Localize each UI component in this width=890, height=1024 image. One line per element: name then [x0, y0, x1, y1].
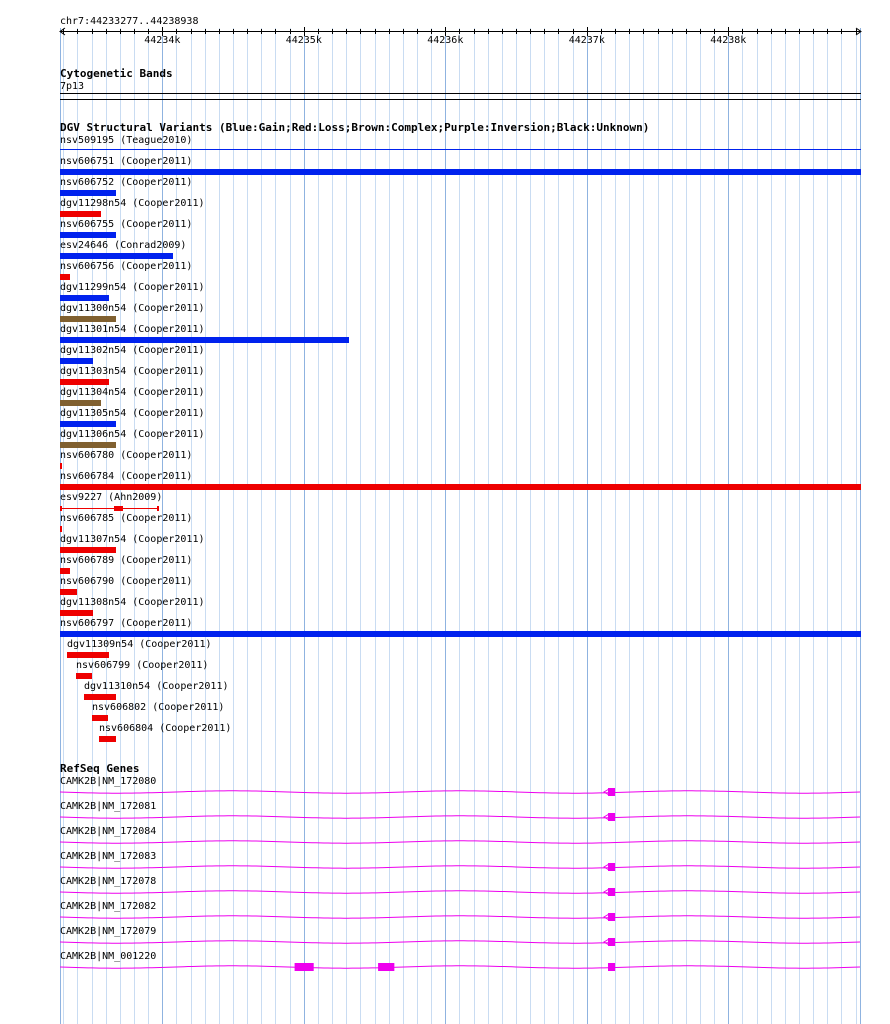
dgv-variant-label: dgv11303n54 (Cooper2011) [60, 366, 205, 377]
cytoband-label: 7p13 [60, 81, 85, 92]
gene-exon [608, 888, 615, 896]
dgv-variant-label: nsv606799 (Cooper2011) [76, 660, 209, 671]
gene-exon [608, 963, 615, 971]
cytoband-track-title: Cytogenetic Bands [60, 67, 173, 80]
region-label: chr7:44233277..44238938 [60, 16, 199, 27]
refseq-gene-label: CAMK2B|NM_172080 [60, 776, 157, 787]
dgv-variant-label: nsv606804 (Cooper2011) [99, 723, 232, 734]
gene-intron-line [60, 791, 860, 793]
refseq-gene-label: CAMK2B|NM_001220 [60, 951, 157, 962]
gene-exon [608, 788, 615, 796]
ruler-tick-label: 44235k [285, 35, 322, 46]
refseq-gene-label: CAMK2B|NM_172084 [60, 826, 157, 837]
gene-exon [608, 938, 615, 946]
gene-intron-line [60, 816, 860, 818]
dgv-variant-label: dgv11299n54 (Cooper2011) [60, 282, 205, 293]
dgv-variant-label: nsv606755 (Cooper2011) [60, 219, 193, 230]
dgv-variant-label: nsv606752 (Cooper2011) [60, 177, 193, 188]
dgv-variant-label: nsv606797 (Cooper2011) [60, 618, 193, 629]
gene-exon [608, 813, 615, 821]
gene-exon [295, 963, 314, 971]
dgv-variant-label: nsv606780 (Cooper2011) [60, 450, 193, 461]
dgv-variant-label: nsv606751 (Cooper2011) [60, 156, 193, 167]
dgv-variant-label: nsv606790 (Cooper2011) [60, 576, 193, 587]
ruler-tick-label: 44238k [710, 35, 747, 46]
ruler-tick-label: 44236k [427, 35, 464, 46]
ruler-tick-label: 44234k [144, 35, 181, 46]
gene-exon [608, 913, 615, 921]
dgv-variant-label: nsv606802 (Cooper2011) [92, 702, 225, 713]
refseq-gene-label: CAMK2B|NM_172081 [60, 801, 157, 812]
dgv-variant-label: dgv11302n54 (Cooper2011) [60, 345, 205, 356]
dgv-variant-label: dgv11309n54 (Cooper2011) [67, 639, 212, 650]
refseq-gene-label: CAMK2B|NM_172079 [60, 926, 157, 937]
gene-intron-line [60, 866, 860, 868]
ruler-tick-label: 44237k [568, 35, 605, 46]
dgv-variant-label: dgv11307n54 (Cooper2011) [60, 534, 205, 545]
gene-intron-line [60, 891, 860, 893]
gene-intron-line [60, 941, 860, 943]
refseq-gene-label: CAMK2B|NM_172083 [60, 851, 157, 862]
dgv-variant-label: nsv509195 (Teague2010) [60, 135, 193, 146]
dgv-variant-label: nsv606756 (Cooper2011) [60, 261, 193, 272]
refseq-gene-label: CAMK2B|NM_172078 [60, 876, 157, 887]
dgv-variant-label: dgv11310n54 (Cooper2011) [84, 681, 229, 692]
gene-exon [608, 863, 615, 871]
gene-intron-line [60, 916, 860, 918]
dgv-track-title: DGV Structural Variants (Blue:Gain;Red:Loss;Brown:Complex;Purple:Inversion;Black:Unknown) [60, 121, 650, 134]
dgv-variant-label: dgv11301n54 (Cooper2011) [60, 324, 205, 335]
gene-exon [378, 963, 394, 971]
dgv-variant-label: dgv11308n54 (Cooper2011) [60, 597, 205, 608]
dgv-variant-label: dgv11306n54 (Cooper2011) [60, 429, 205, 440]
dgv-variant-label: dgv11300n54 (Cooper2011) [60, 303, 205, 314]
dgv-variant-label: dgv11305n54 (Cooper2011) [60, 408, 205, 419]
dgv-variant-label: esv24646 (Conrad2009) [60, 240, 187, 251]
refseq-track-title: RefSeq Genes [60, 762, 140, 775]
gene-intron-line [60, 841, 860, 843]
refseq-gene-label: CAMK2B|NM_172082 [60, 901, 157, 912]
dgv-variant-label: dgv11304n54 (Cooper2011) [60, 387, 205, 398]
gene-intron-line [60, 966, 860, 968]
dgv-variant-label: dgv11298n54 (Cooper2011) [60, 198, 205, 209]
dgv-variant-label: esv9227 (Ahn2009) [60, 492, 163, 503]
dgv-variant-label: nsv606784 (Cooper2011) [60, 471, 193, 482]
dgv-variant-label: nsv606785 (Cooper2011) [60, 513, 193, 524]
dgv-variant-label: nsv606789 (Cooper2011) [60, 555, 193, 566]
